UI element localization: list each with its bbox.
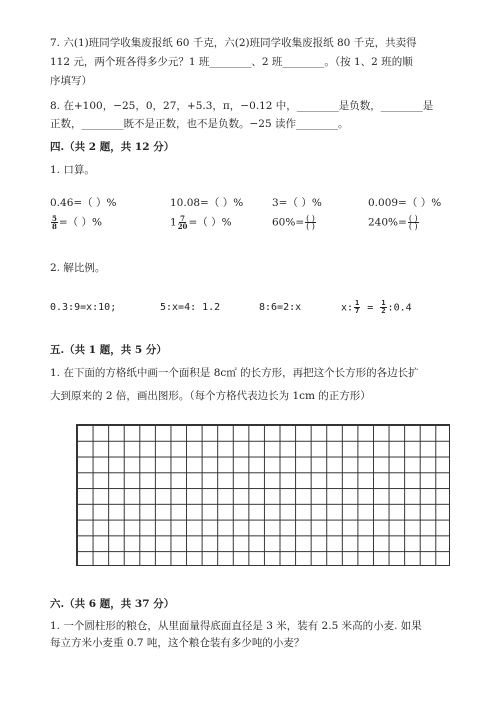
fraction: $\frac{7}{20}$ [177, 214, 188, 231]
mental-math-item-4: 0.009=（ ）% [368, 197, 442, 209]
granary-question-line-1: 1. 一个圆柱形的粮仓，从里面量得底面直径是 3 米，装有 2.5 米高的小麦. 如果 [50, 620, 422, 632]
mental-math-item-2: 10.08=（ ）% [170, 197, 244, 209]
question-8-line-2: 正数，________既不是正数，也不是负数。−25 读作________。 [50, 118, 349, 130]
fraction: $\frac{1}{7}$ [355, 299, 360, 315]
proportion-equation-4: x: $\frac{1}{7}$ = $\frac{1}{2}$ :0.4 [341, 299, 412, 315]
fraction: $\frac{( )}{( )}$ [408, 214, 418, 231]
section-5-title: 五.（共 1 题，共 5 分） [50, 344, 167, 356]
square-grid-paper[interactable] [76, 424, 450, 566]
section-6-title: 六.（共 6 题，共 37 分） [50, 598, 175, 610]
mental-math-item-8: 240%= $\frac{( )}{( )}$ [368, 214, 418, 231]
question-8-line-1: 8. 在+100，−25，0，27，+5.3，π，−0.12 中，________是负数，________是 [50, 100, 434, 112]
question-7-line-2: 112 元，两个班各得多少元？1 班________、2 班________。（按 1、2 班的顺 [50, 56, 413, 68]
question-7-line-1: 7. 六(1)班同学收集废报纸 60 千克，六(2)班同学收集废报纸 80 千克，共卖得 [50, 37, 417, 49]
proportion-equation-2: 5:x=4: 1.2 [160, 302, 221, 313]
fraction: $\frac{( )}{( )}$ [306, 214, 315, 231]
drawing-question-line-2: 大到原来的 2 倍，画出图形。（每个方格代表边长为 1cm 的正方形） [50, 390, 371, 402]
question-7-line-3: 序填写） [50, 75, 92, 87]
mental-math-item-1: 0.46=（ ）% [50, 197, 117, 209]
mental-math-label: 1. 口算。 [50, 164, 95, 176]
mental-math-item-6: 1 $\frac{7}{20}$ =（ ）% [170, 214, 232, 231]
fraction: $\frac{5}{8}$ [52, 214, 57, 231]
fraction: $\frac{1}{2}$ [381, 299, 386, 315]
drawing-question-line-1: 1. 在下面的方格纸中画一个面积是 8c㎡ 的长方形，再把这个长方形的各边长扩 [50, 367, 419, 379]
mental-math-item-7: 60%= $\frac{( )}{( )}$ [272, 214, 315, 231]
proportion-equation-1: 0.3:9=x:10; [50, 302, 117, 313]
proportion-equation-3: 8:6=2:x [259, 302, 302, 313]
section-4-title: 四.（共 2 题，共 12 分） [50, 141, 175, 153]
mental-math-item-3: 3=（ ）% [272, 197, 322, 209]
granary-question-line-2: 每立方米小麦重 0.7 吨，这个粮仓装有多少吨的小麦？ [50, 637, 305, 649]
mental-math-item-5: $\frac{5}{8}$ =（ ）% [52, 214, 102, 231]
proportion-label: 2. 解比例。 [50, 262, 106, 274]
